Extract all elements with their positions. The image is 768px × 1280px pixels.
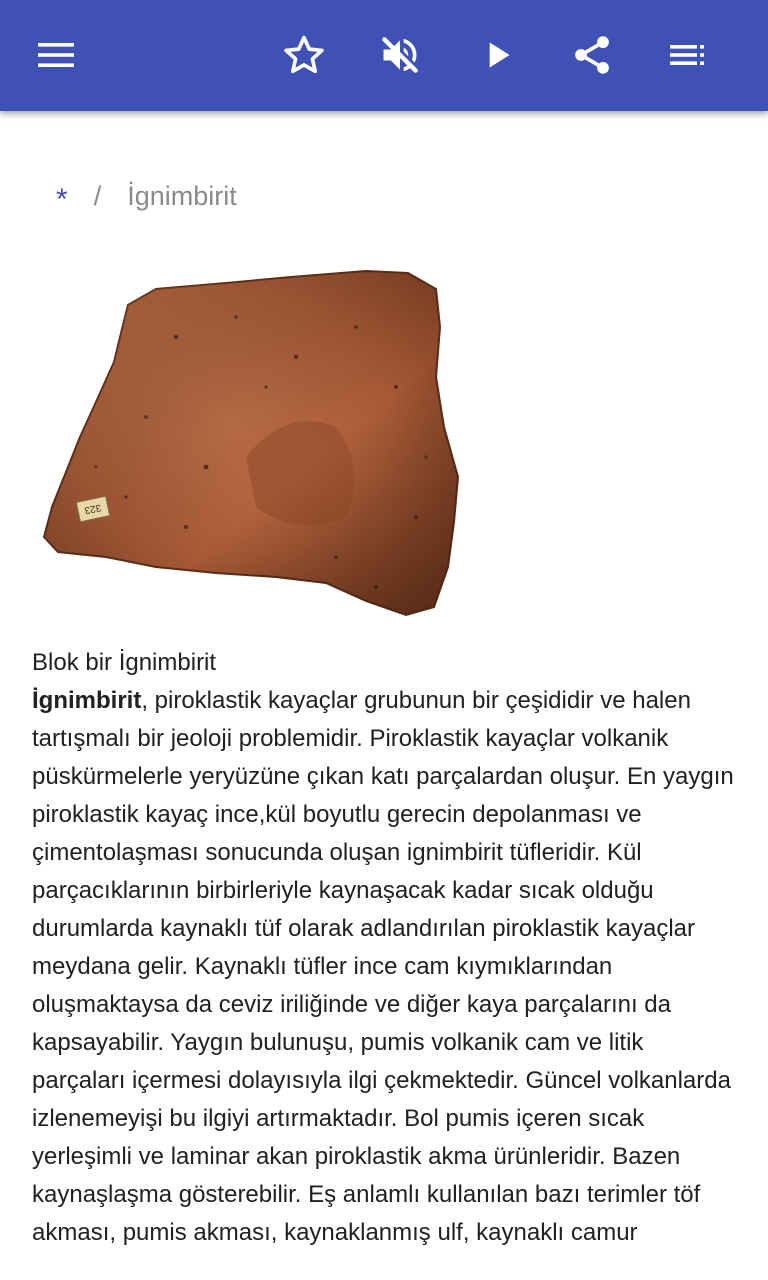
ignimbrite-rock-image <box>36 267 466 619</box>
favorite-button[interactable] <box>280 31 328 79</box>
menu-icon <box>36 35 76 75</box>
breadcrumb-current: İgnimbirit <box>127 181 237 211</box>
menu-button[interactable] <box>32 31 80 79</box>
article-term: İgnimbirit <box>32 687 142 714</box>
article-content <box>0 111 768 1280</box>
breadcrumb-separator: / <box>93 181 102 211</box>
specimen-label-text: 323 <box>83 501 102 516</box>
image-caption: Blok bir İgnimbirit <box>32 649 217 676</box>
list-icon <box>668 35 708 75</box>
play-icon <box>478 35 518 75</box>
star-outline-icon <box>282 33 326 77</box>
volume-off-icon <box>378 33 422 77</box>
contents-button[interactable] <box>664 31 712 79</box>
article-text: , piroklastik kayaçlar grubunun bir çeşididir ve halen tartışmalı bir jeoloji problemidir. Piroklastik kayaçlar volkanik püskürmelerle yeryüzüne çıkan katı parçalardan oluşur. En yaygın piroklastik kayaç ince,kül boyutlu gerecin depolanması ve çimentolaşması sonucunda oluşan ignimbirit tüfleridir. Kül parçacıklarının birbirleriyle kaynaşacak kadar sıcak olduğu durumlarda kaynaklı tüf olarak adlandırılan piroklastik kayaçlar meydana gelir. Kaynaklı tüfler ince cam kıymıklarından oluşmaktaysa da ceviz iriliğinde ve diğer kaya parçalarını da kapsayabilir. Yaygın bulunuşu, pumis volkanik cam ve litik parçaları içermesi dolayısıyla ilgi çekmektedir. Güncel volkanlarda izlenemeyişi bu ilgiyi artırmaktadır. Bol pumis içeren sıcak yerleşimli ve laminar akan piroklastik akma ürünleridir. Bazen kaynaşlaşma gösterebilir. Eş anlamlı kullanılan bazı terimler töf akması, pumis akması, kaynaklanmış ulf, kaynaklı camur <box>32 687 734 1246</box>
app-bar <box>0 0 768 111</box>
article-image[interactable] <box>36 267 466 619</box>
breadcrumb <box>56 181 237 216</box>
article-body <box>32 682 742 1252</box>
play-button[interactable] <box>474 31 522 79</box>
breadcrumb-home[interactable]: * <box>56 182 68 216</box>
share-button[interactable] <box>568 31 616 79</box>
mute-button[interactable] <box>376 31 424 79</box>
share-icon <box>570 33 614 77</box>
